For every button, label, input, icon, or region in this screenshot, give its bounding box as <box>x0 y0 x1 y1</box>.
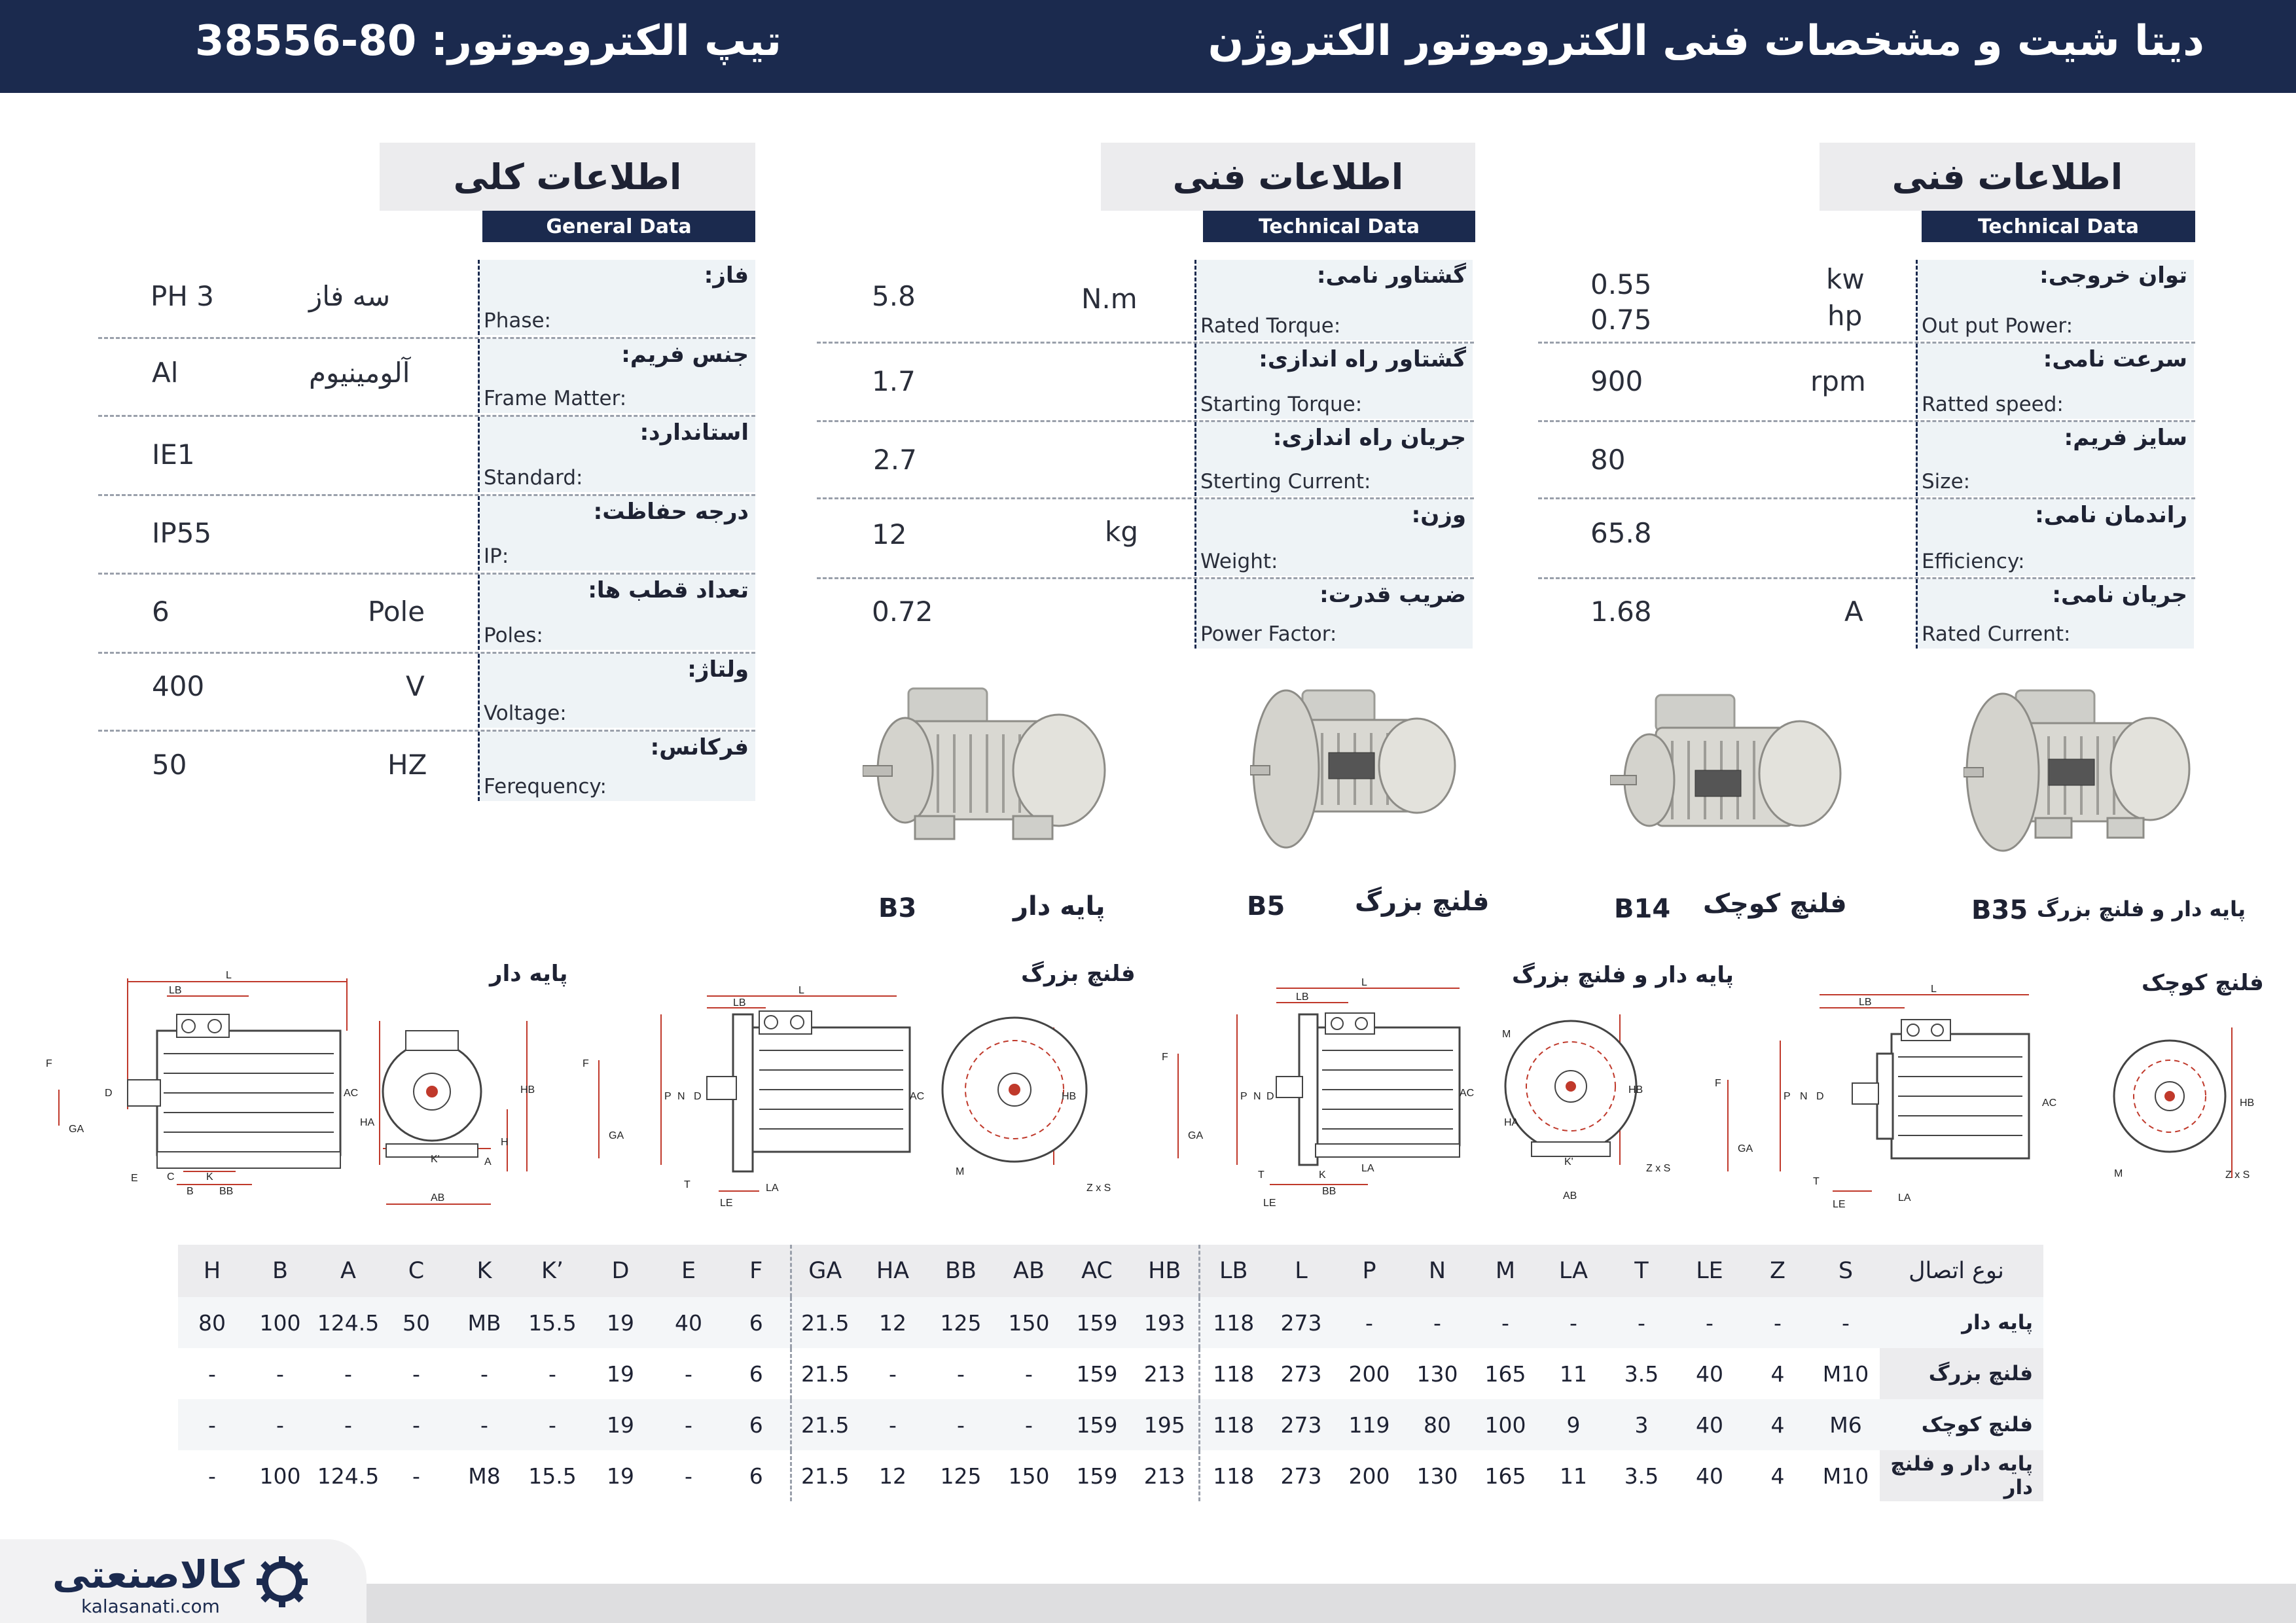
table-cell: 159 <box>1076 1463 1118 1489</box>
table-cell: 12 <box>859 1297 927 1348</box>
table-cell: 12 <box>879 1463 906 1489</box>
table-cell: - <box>246 1399 314 1450</box>
unit-frame: آلومینیوم <box>309 357 410 389</box>
unit-weight: kg <box>1105 516 1138 548</box>
table-cell: 9 <box>1539 1399 1607 1450</box>
table-cell: 100 <box>1471 1399 1539 1450</box>
svg-text:Z x S: Z x S <box>2225 1169 2250 1181</box>
table-row <box>178 1399 2043 1450</box>
svg-text:LB: LB <box>733 997 746 1008</box>
table-cell: 273 <box>1280 1361 1322 1387</box>
table-header-cell: L <box>1267 1245 1335 1297</box>
svg-text:T: T <box>1813 1176 1820 1187</box>
svg-text:F: F <box>1715 1078 1721 1089</box>
drawing-foot-flange <box>1152 969 1702 1217</box>
value-size: 80 <box>1590 444 1626 476</box>
svg-text:GA: GA <box>1188 1130 1204 1141</box>
motor-b5-photo <box>1250 681 1460 870</box>
table-header-cell: B <box>246 1245 314 1297</box>
table-cell: 21.5 <box>791 1450 859 1501</box>
label-size: سایز فریم: Size: <box>1916 422 2194 496</box>
table-cell: - <box>480 1361 488 1387</box>
table-row <box>178 1450 2043 1501</box>
drawing-title-flange-large: فلنچ بزرگ <box>1021 961 1136 987</box>
table-cell: 159 <box>1063 1297 1131 1348</box>
table-cell: 50 <box>382 1297 450 1348</box>
table-header-cell: E <box>655 1245 723 1297</box>
table-cell: 3 <box>1607 1399 1676 1450</box>
table-cell: 273 <box>1267 1399 1335 1450</box>
brand-name: کالاصنعتی <box>52 1552 245 1597</box>
caption-code-b3: B3 <box>878 893 917 923</box>
unit-hp: hp <box>1827 300 1863 332</box>
table-cell: 40 <box>655 1297 723 1348</box>
table-cell: M10 <box>1822 1463 1869 1489</box>
table-cell: M10 <box>1822 1361 1869 1387</box>
value-power-factor: 0.72 <box>872 596 933 628</box>
caption-code-b5: B5 <box>1247 891 1285 921</box>
svg-text:HB: HB <box>2240 1097 2255 1109</box>
svg-text:T: T <box>1258 1169 1265 1181</box>
table-cell: 125 <box>940 1463 982 1489</box>
table-cell: 6 <box>723 1297 791 1348</box>
section-subtitle: Technical Data <box>1203 211 1475 242</box>
table-cell: 165 <box>1484 1361 1526 1387</box>
svg-text:BB: BB <box>219 1186 234 1197</box>
table-cell: M6 <box>1812 1399 1880 1450</box>
value-weight: 12 <box>872 518 907 550</box>
svg-text:F: F <box>1162 1052 1168 1063</box>
svg-text:D: D <box>694 1091 702 1102</box>
svg-text:N: N <box>1800 1091 1808 1102</box>
table-row <box>178 1297 2043 1348</box>
value-ip: IP55 <box>152 517 212 549</box>
table-cell: - <box>382 1399 450 1450</box>
svg-text:P: P <box>1240 1091 1247 1102</box>
svg-text:A: A <box>484 1156 492 1168</box>
table-cell: 130 <box>1416 1463 1458 1489</box>
table-cell: - <box>1403 1297 1471 1348</box>
svg-text:M: M <box>956 1166 965 1177</box>
table-cell: 118 <box>1199 1450 1267 1501</box>
table-cell: - <box>655 1399 723 1450</box>
svg-text:LA: LA <box>766 1183 779 1194</box>
svg-text:N: N <box>1253 1091 1261 1102</box>
value-output-kw: 0.55 <box>1590 268 1652 300</box>
motor-b3-photo <box>863 675 1111 865</box>
svg-text:D: D <box>105 1088 113 1099</box>
label-rated-torque: گشتاور نامی: Rated Torque: <box>1194 260 1473 340</box>
table-cell: - <box>927 1399 995 1450</box>
svg-text:HA: HA <box>1504 1117 1519 1128</box>
table-cell: - <box>450 1399 518 1450</box>
table-cell: پایه دار و فلنچ دار <box>1880 1450 2043 1501</box>
section-subtitle: Technical Data <box>1922 211 2195 242</box>
table-cell: 3.5 <box>1624 1361 1659 1387</box>
svg-text:F: F <box>46 1058 52 1069</box>
svg-text:LB: LB <box>1296 991 1309 1003</box>
table-cell: 213 <box>1143 1463 1185 1489</box>
table-cell: پایه دار <box>1880 1297 2043 1348</box>
table-header-cell: K <box>450 1245 518 1297</box>
section-title: اطلاعات کلی <box>380 143 755 211</box>
table-cell: - <box>1335 1297 1403 1348</box>
table-cell: 11 <box>1560 1463 1587 1489</box>
section-subtitle: General Data <box>482 211 755 242</box>
svg-text:L: L <box>798 985 804 996</box>
value-efficiency: 65.8 <box>1590 517 1652 549</box>
table-header-cell: LA <box>1539 1245 1607 1297</box>
table-header-cell: نوع اتصال <box>1880 1245 2043 1297</box>
header-bar <box>0 0 2296 93</box>
svg-text:L: L <box>1931 984 1937 995</box>
brand-logo <box>0 1539 367 1623</box>
dim-label: L <box>226 970 232 981</box>
value-starting-current: 2.7 <box>873 444 917 476</box>
table-cell: - <box>685 1361 692 1387</box>
table-cell: 4 <box>1770 1361 1785 1387</box>
svg-text:AB: AB <box>431 1192 445 1204</box>
table-cell: - <box>1471 1297 1539 1348</box>
table-cell: - <box>685 1463 692 1489</box>
value-standard: IE1 <box>152 438 195 471</box>
table-cell: 159 <box>1076 1361 1118 1387</box>
table-cell: 19 <box>607 1361 634 1387</box>
table-header-cell: N <box>1403 1245 1471 1297</box>
svg-text:E: E <box>131 1173 138 1184</box>
unit-frequency: HZ <box>387 749 427 781</box>
table-cell: 150 <box>995 1297 1063 1348</box>
table-header-row <box>178 1245 2043 1297</box>
svg-text:K': K' <box>431 1154 440 1165</box>
table-cell: - <box>208 1361 216 1387</box>
table-cell: 21.5 <box>791 1297 859 1348</box>
table-cell: - <box>276 1361 284 1387</box>
table-cell: 40 <box>1696 1463 1723 1489</box>
drawing-title-foot: پایه دار <box>490 961 568 987</box>
svg-text:M: M <box>1502 1029 1511 1040</box>
label-voltage: ولتاژ: Voltage: <box>478 654 755 728</box>
motor-b14-photo <box>1610 688 1846 865</box>
table-cell: 19 <box>586 1399 655 1450</box>
label-rated-current: جریان نامی: Rated Current: <box>1916 579 2194 649</box>
table-cell: 130 <box>1416 1361 1458 1387</box>
table-cell: 118 <box>1199 1399 1267 1450</box>
svg-text:C: C <box>167 1171 175 1183</box>
svg-text:AB: AB <box>1563 1190 1577 1202</box>
table-cell: 15.5 <box>528 1463 577 1489</box>
label-frequency: فرکانس: Ferequency: <box>478 732 755 801</box>
table-cell: 11 <box>1560 1361 1587 1387</box>
datasheet-title: دیتا شیت و مشخصات فنی الکتروموتور الکتروژن <box>1208 17 2204 65</box>
table-cell: - <box>412 1361 420 1387</box>
value-poles: 6 <box>152 596 170 628</box>
unit-amp: A <box>1844 596 1863 628</box>
table-cell: - <box>344 1361 352 1387</box>
label-starting-current: جریان راه اندازی: Sterting Current: <box>1194 422 1473 496</box>
table-header-cell: BB <box>927 1245 995 1297</box>
motor-type-title: تیپ الکتروموتور: 80-38556 <box>195 17 781 65</box>
svg-text:HB: HB <box>1062 1091 1077 1102</box>
section-title: اطلاعات فنی <box>1101 143 1475 211</box>
drawing-flange-small <box>1708 982 2271 1224</box>
svg-text:HA: HA <box>360 1117 375 1128</box>
table-cell: 273 <box>1280 1463 1322 1489</box>
table-cell: 4 <box>1770 1463 1785 1489</box>
label-rated-speed: سرعت نامی: Ratted speed: <box>1916 344 2194 419</box>
svg-text:T: T <box>684 1179 691 1190</box>
table-cell: 213 <box>1143 1361 1185 1387</box>
label-standard: استاندارد: Standard: <box>478 417 755 492</box>
table-cell: 19 <box>607 1463 634 1489</box>
label-power-factor: ضریب قدرت: Power Factor: <box>1194 579 1473 649</box>
svg-text:H: H <box>501 1137 509 1148</box>
table-cell: - <box>548 1361 556 1387</box>
svg-text:B: B <box>187 1186 194 1197</box>
table-cell: 200 <box>1348 1361 1390 1387</box>
caption-name-b5: فلنچ بزرگ <box>1355 887 1490 917</box>
label-starting-torque: گشتاور راه اندازی: Starting Torque: <box>1194 344 1473 419</box>
table-cell: 3.5 <box>1624 1463 1659 1489</box>
table-header-cell: C <box>382 1245 450 1297</box>
table-header-cell: D <box>586 1245 655 1297</box>
table-cell: - <box>995 1399 1063 1450</box>
table-cell: - <box>178 1399 246 1450</box>
unit-phase: سه فاز <box>309 280 391 312</box>
table-cell: 118 <box>1199 1348 1267 1399</box>
label-frame: جنس فریم: Frame Matter: <box>478 339 755 413</box>
label-phase: فاز: Phase: <box>478 260 755 335</box>
table-cell: - <box>1676 1297 1744 1348</box>
table-cell: 124.5 <box>317 1463 380 1489</box>
svg-text:LA: LA <box>1361 1163 1374 1174</box>
svg-text:AC: AC <box>1460 1088 1475 1099</box>
table-cell: - <box>1744 1297 1812 1348</box>
table-header-cell: HA <box>859 1245 927 1297</box>
table-header-cell: M <box>1471 1245 1539 1297</box>
unit-kw: kw <box>1826 263 1865 295</box>
svg-text:K': K' <box>1564 1156 1573 1168</box>
table-cell: 100 <box>246 1297 314 1348</box>
svg-text:GA: GA <box>69 1124 84 1135</box>
table-cell: 21.5 <box>791 1348 859 1399</box>
drawing-title-flange-small: فلنچ کوچک <box>2142 970 2264 996</box>
svg-text:AC: AC <box>2042 1097 2057 1109</box>
table-cell: 21.5 <box>791 1399 859 1450</box>
table-header-cell: P <box>1335 1245 1403 1297</box>
table-cell: 200 <box>1348 1463 1390 1489</box>
table-cell: 165 <box>1484 1463 1526 1489</box>
unit-poles: Pole <box>368 596 425 628</box>
svg-text:AC: AC <box>344 1088 359 1099</box>
unit-rpm: rpm <box>1810 365 1866 397</box>
svg-text:P: P <box>664 1091 672 1102</box>
table-cell: - <box>957 1361 965 1387</box>
svg-text:GA: GA <box>609 1130 624 1141</box>
svg-text:LB: LB <box>1859 997 1872 1008</box>
table-cell: 124.5 <box>314 1297 382 1348</box>
table-header-cell: K’ <box>518 1245 586 1297</box>
table-cell: 6 <box>749 1361 763 1387</box>
label-weight: وزن: Weight: <box>1194 499 1473 576</box>
table-header-cell: T <box>1607 1245 1676 1297</box>
table-cell: 119 <box>1335 1399 1403 1450</box>
table-cell: - <box>1607 1297 1676 1348</box>
label-poles: تعداد قطب ها: Poles: <box>478 575 755 650</box>
svg-text:HB: HB <box>520 1084 535 1096</box>
svg-text:LE: LE <box>1263 1198 1276 1209</box>
table-header-cell: H <box>178 1245 246 1297</box>
table-header-cell: LB <box>1199 1245 1267 1297</box>
table-cell: 193 <box>1131 1297 1199 1348</box>
drawing-title-foot-flange: پایه دار و فلنچ بزرگ <box>1512 962 1734 988</box>
value-rated-speed: 900 <box>1590 365 1643 397</box>
svg-text:F: F <box>583 1058 589 1069</box>
table-cell: 195 <box>1131 1399 1199 1450</box>
svg-text:K: K <box>1319 1169 1326 1181</box>
drawing-flange-large <box>569 969 1132 1217</box>
motor-b35-photo <box>1964 681 2199 870</box>
svg-text:D: D <box>1266 1091 1274 1102</box>
svg-text:K: K <box>206 1171 213 1183</box>
unit-voltage: V <box>406 670 425 702</box>
drawing-foot-mounted <box>39 969 563 1217</box>
svg-text:GA: GA <box>1738 1143 1753 1154</box>
table-cell: 80 <box>178 1297 246 1348</box>
svg-text:D: D <box>1816 1091 1824 1102</box>
table-cell: 4 <box>1744 1399 1812 1450</box>
table-header-cell: GA <box>791 1245 859 1297</box>
table-cell: 40 <box>1676 1399 1744 1450</box>
table-cell: - <box>859 1399 927 1450</box>
dimensions-table <box>178 1245 2045 1501</box>
value-voltage: 400 <box>152 670 205 702</box>
table-cell: 273 <box>1267 1297 1335 1348</box>
table-cell: 150 <box>1008 1463 1050 1489</box>
svg-text:L: L <box>1361 977 1367 988</box>
table-header-cell: F <box>723 1245 791 1297</box>
table-cell: 6 <box>749 1463 763 1489</box>
svg-text:Z x S: Z x S <box>1086 1183 1111 1194</box>
value-phase: PH 3 <box>151 280 214 312</box>
svg-text:HB: HB <box>1628 1084 1643 1096</box>
section-title: اطلاعات فنی <box>1820 143 2195 211</box>
svg-text:LE: LE <box>720 1198 733 1209</box>
svg-text:P: P <box>1784 1091 1791 1102</box>
table-cell: فلنچ بزرگ <box>1880 1348 2043 1399</box>
svg-text:AC: AC <box>910 1091 925 1102</box>
svg-text:M: M <box>2114 1168 2123 1179</box>
value-rated-torque: 5.8 <box>872 280 916 312</box>
caption-name-b3: پایه دار <box>1013 891 1105 921</box>
unit-rated-torque: N.m <box>1081 283 1138 315</box>
gear-icon <box>257 1556 308 1607</box>
table-cell: 40 <box>1696 1361 1723 1387</box>
svg-text:Z x S: Z x S <box>1646 1163 1671 1174</box>
table-row <box>178 1348 2043 1399</box>
table-cell: 125 <box>927 1297 995 1348</box>
table-header-cell: AB <box>995 1245 1063 1297</box>
table-cell: MB <box>450 1297 518 1348</box>
table-cell: 19 <box>586 1297 655 1348</box>
table-header-cell: AC <box>1063 1245 1131 1297</box>
table-cell: - <box>412 1463 420 1489</box>
caption-code-b14: B14 <box>1614 894 1671 924</box>
svg-text:N: N <box>677 1091 685 1102</box>
table-cell: 118 <box>1199 1297 1267 1348</box>
caption-code-b35: B35 <box>1971 895 2028 925</box>
svg-text:LA: LA <box>1898 1192 1911 1204</box>
svg-text:LE: LE <box>1833 1199 1846 1210</box>
table-cell: M8 <box>468 1463 501 1489</box>
table-header-cell: HB <box>1131 1245 1199 1297</box>
label-ip: درجه حفاظت: IP: <box>478 496 755 571</box>
table-cell: - <box>1539 1297 1607 1348</box>
caption-name-b35: پایه دار و فلنچ بزرگ <box>2037 897 2246 921</box>
table-cell: - <box>889 1361 897 1387</box>
svg-text:LB: LB <box>169 985 182 996</box>
table-header-cell: S <box>1812 1245 1880 1297</box>
table-cell: 15.5 <box>518 1297 586 1348</box>
table-cell: 159 <box>1063 1399 1131 1450</box>
table-cell: 80 <box>1403 1399 1471 1450</box>
table-cell: - <box>208 1463 216 1489</box>
value-frequency: 50 <box>152 749 187 781</box>
value-frame: Al <box>152 357 179 389</box>
table-cell: فلنچ کوچک <box>1880 1399 2043 1450</box>
table-header-cell: LE <box>1676 1245 1744 1297</box>
value-starting-torque: 1.7 <box>872 365 916 397</box>
value-output-hp: 0.75 <box>1590 304 1652 336</box>
table-header-cell: A <box>314 1245 382 1297</box>
table-cell: 6 <box>723 1399 791 1450</box>
table-header-cell: Z <box>1744 1245 1812 1297</box>
table-cell: - <box>518 1399 586 1450</box>
table-cell: - <box>314 1399 382 1450</box>
table-cell: - <box>1025 1361 1033 1387</box>
table-cell: - <box>1812 1297 1880 1348</box>
value-rated-current: 1.68 <box>1590 596 1652 628</box>
table-cell: 100 <box>259 1463 301 1489</box>
label-output-power: توان خروجی: Out put Power: <box>1916 260 2194 340</box>
caption-name-b14: فلنچ کوچک <box>1703 889 1847 919</box>
label-efficiency: راندمان نامی: Efficiency: <box>1916 499 2194 576</box>
svg-text:BB: BB <box>1322 1186 1336 1197</box>
brand-url: kalasanati.com <box>81 1596 220 1617</box>
